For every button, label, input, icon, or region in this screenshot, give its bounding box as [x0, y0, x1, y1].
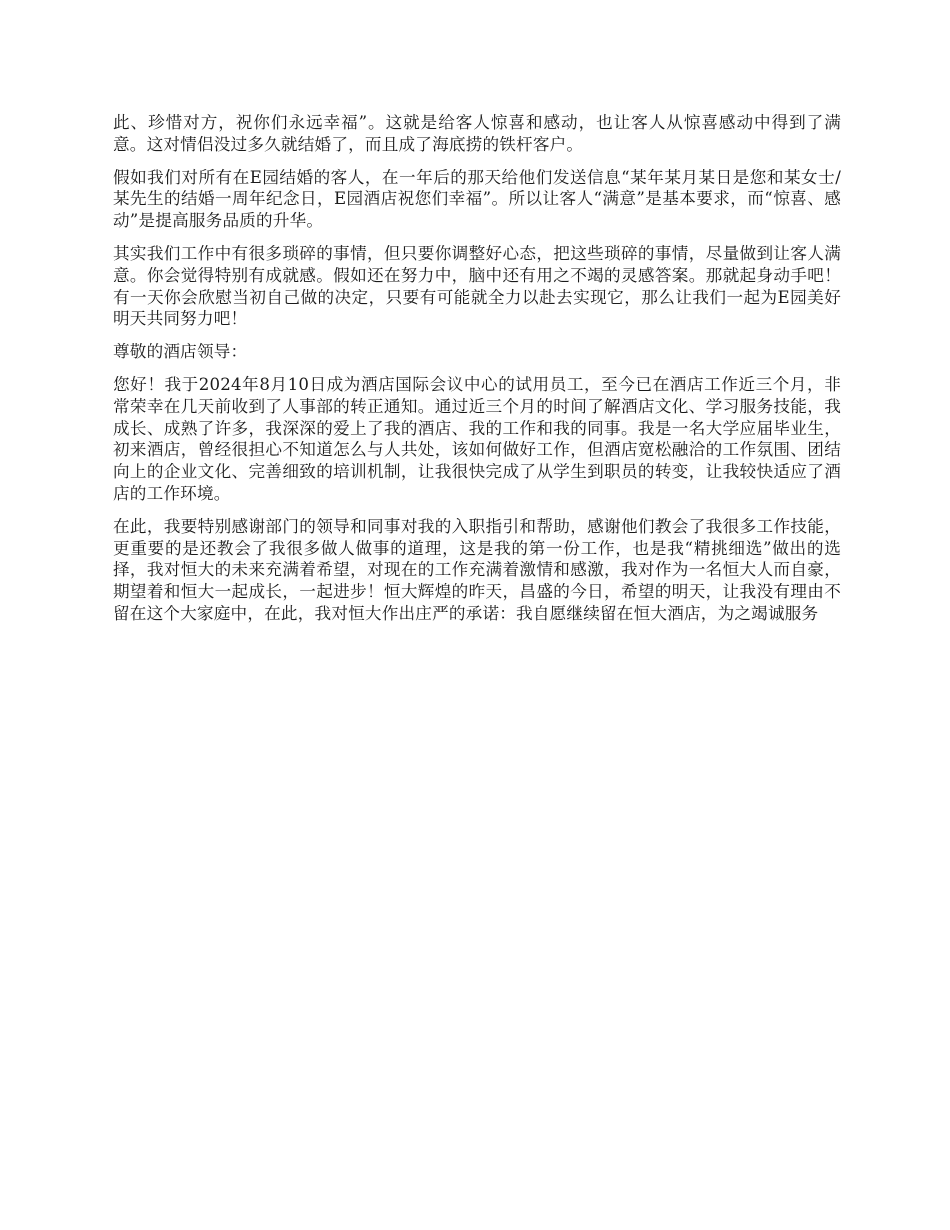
salutation: 尊敬的酒店领导： — [113, 342, 248, 362]
paragraph-2: 假如我们对所有在E园结婚的客人，在一年后的那天给他们发送信息“某年某月某日是您和某女士/某先生的结婚一周年纪念日，E园酒店祝您们幸福”。所以让客人“满意”是基本要求，而“惊喜、感动”是提高服务品质的升华。 — [113, 167, 841, 231]
paragraph-1: 此、珍惜对方，祝你们永远幸福”。这就是给客人惊喜和感动，也让客人从惊喜感动中得到了满意。这对情侣没过多久就结婚了，而且成了海底捞的铁杆客户。 — [113, 113, 841, 154]
paragraph-6: 在此，我要特别感谢部门的领导和同事对我的入职指引和帮助，感谢他们教会了我很多工作技能，更重要的是还教会了我很多做人做事的道理，这是我的第一份工作，也是我“精挑细选”做出的选择，我对恒大的未来充满着希望，对现在的工作充满着激情和感激，我对作为一名恒大人而自豪，期望着和恒大一起成长，一起进步！恒大辉煌的昨天，昌盛的今日，希望的明天，让我没有理由不留在这个大家庭中，在此，我对恒大作出庄严的承诺：我自愿继续留在恒大酒店，为之竭诚服务 — [113, 516, 841, 623]
paragraph-3: 其实我们工作中有很多琐碎的事情，但只要你调整好心态，把这些琐碎的事情，尽量做到让客人满意。你会觉得特别有成就感。假如还在努力中，脑中还有用之不竭的灵感答案。那就起身动手吧！有一天你会欣慰当初自己做的决定，只要有可能就全力以赴去实现它，那么让我们一起为E园美好明天共同努力吧！ — [113, 243, 841, 329]
document-body — [113, 112, 841, 636]
paragraph-5: 您好！我于2024年8月10日成为酒店国际会议中心的试用员工，至今已在酒店工作近三个月，非常荣幸在几天前收到了人事部的转正通知。通过近三个月的时间了解酒店文化、学习服务技能，我成长、成熟了许多，我深深的爱上了我的酒店、我的工作和我的同事。我是一名大学应届毕业生，初来酒店，曾经很担心不知道怎么与人共处，该如何做好工作，但酒店宽松融洽的工作氛围、团结向上的企业文化、完善细致的培训机制，让我很快完成了从学生到职员的转变，让我较快适应了酒店的工作环境。 — [113, 374, 841, 503]
